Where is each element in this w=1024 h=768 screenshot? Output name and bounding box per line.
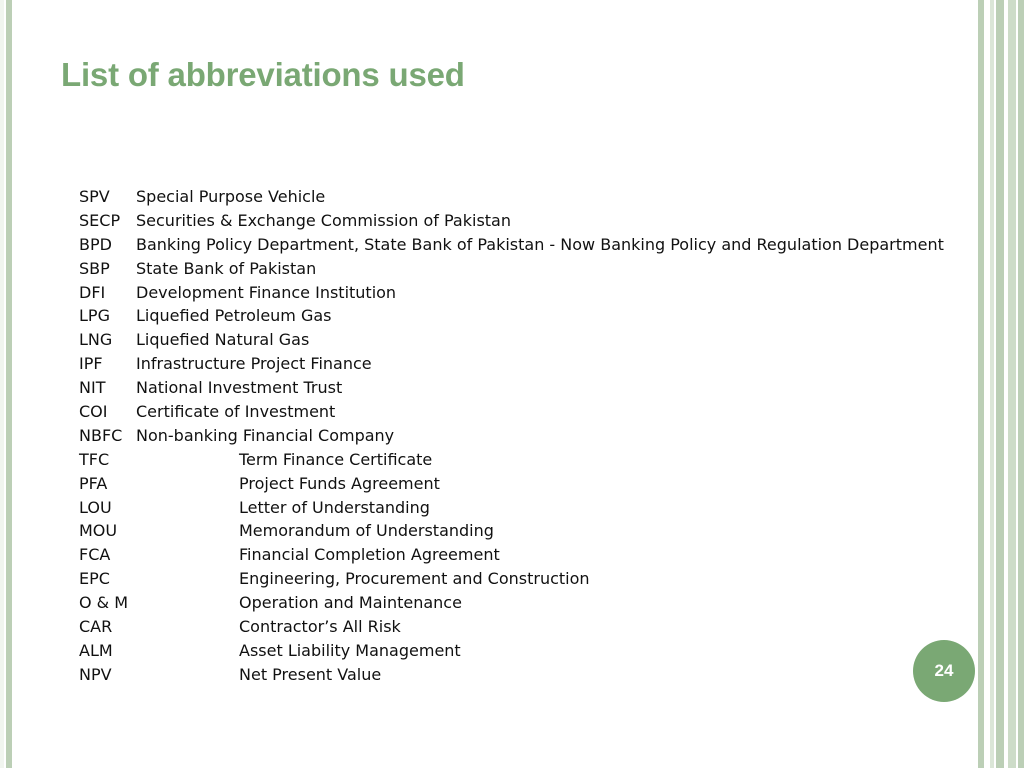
right-stripe <box>1008 0 1016 768</box>
abbreviation-meaning: National Investment Trust <box>136 378 343 398</box>
abbreviation-term: LOU <box>79 497 112 517</box>
abbreviation-meaning: Memorandum of Understanding <box>239 521 494 541</box>
abbreviation-term: MOU <box>79 521 118 541</box>
abbreviation-meaning: Operation and Maintenance <box>239 593 462 613</box>
abbreviation-meaning: Term Finance Certificate <box>239 449 433 469</box>
abbreviation-term: O & M <box>79 593 129 613</box>
abbreviation-term: FCA <box>79 545 111 565</box>
abbreviation-term: TFC <box>79 449 110 469</box>
abbreviation-term: COI <box>79 402 108 422</box>
abbreviation-term: SBP <box>79 258 110 278</box>
abbreviation-term: ALM <box>79 640 113 660</box>
right-decorative-stripes <box>976 0 1024 768</box>
abbreviation-term: BPD <box>79 234 112 254</box>
abbreviation-meaning: Liquefied Natural Gas <box>136 330 310 350</box>
right-stripe <box>996 0 1004 768</box>
abbreviation-term: CAR <box>79 617 113 637</box>
abbreviation-meaning: Financial Completion Agreement <box>239 545 500 565</box>
left-decorative-bar <box>6 0 12 768</box>
abbreviation-term: NIT <box>79 378 106 398</box>
abbreviation-meaning: Project Funds Agreement <box>239 473 440 493</box>
abbreviation-term: LPG <box>79 306 110 326</box>
abbreviation-term: IPF <box>79 354 103 374</box>
abbreviation-term: EPC <box>79 569 110 589</box>
right-stripe <box>990 0 994 768</box>
abbreviation-meaning: Engineering, Procurement and Construction <box>239 569 590 589</box>
abbreviation-meaning: Asset Liability Management <box>239 640 461 660</box>
abbreviation-term: PFA <box>79 473 108 493</box>
abbreviation-meaning: Letter of Understanding <box>239 497 430 517</box>
abbreviation-meaning: Securities & Exchange Commission of Pakistan <box>136 210 511 230</box>
page-number-badge: 24 <box>913 640 975 702</box>
abbreviation-meaning: Non-banking Financial Company <box>136 425 395 445</box>
abbreviation-meaning: Net Present Value <box>239 664 382 684</box>
abbreviation-meaning: Contractor’s All Risk <box>239 617 401 637</box>
abbreviation-term: DFI <box>79 282 106 302</box>
abbreviation-term: LNG <box>79 330 113 350</box>
abbreviation-term: SPV <box>79 187 110 206</box>
abbreviation-term: NBFC <box>79 425 123 445</box>
abbreviation-meaning: Infrastructure Project Finance <box>136 354 372 374</box>
abbreviation-term: NPV <box>79 664 112 684</box>
abbreviation-meaning: Special Purpose Vehicle <box>136 187 326 206</box>
right-stripe <box>1018 0 1024 768</box>
right-stripe <box>978 0 984 768</box>
left-edge-stripe <box>0 0 4 768</box>
abbreviation-meaning: Liquefied Petroleum Gas <box>136 306 332 326</box>
abbreviation-meaning: Banking Policy Department, State Bank of Pakistan - Now Banking Policy and Regulation Department <box>136 234 944 254</box>
abbreviation-meaning: Certificate of Investment <box>136 402 336 422</box>
abbreviation-meaning: Development Finance Institution <box>136 282 397 302</box>
abbreviation-meaning: State Bank of Pakistan <box>136 258 317 278</box>
slide-title: List of abbreviations used <box>61 56 465 93</box>
abbreviation-term: SECP <box>79 210 121 230</box>
